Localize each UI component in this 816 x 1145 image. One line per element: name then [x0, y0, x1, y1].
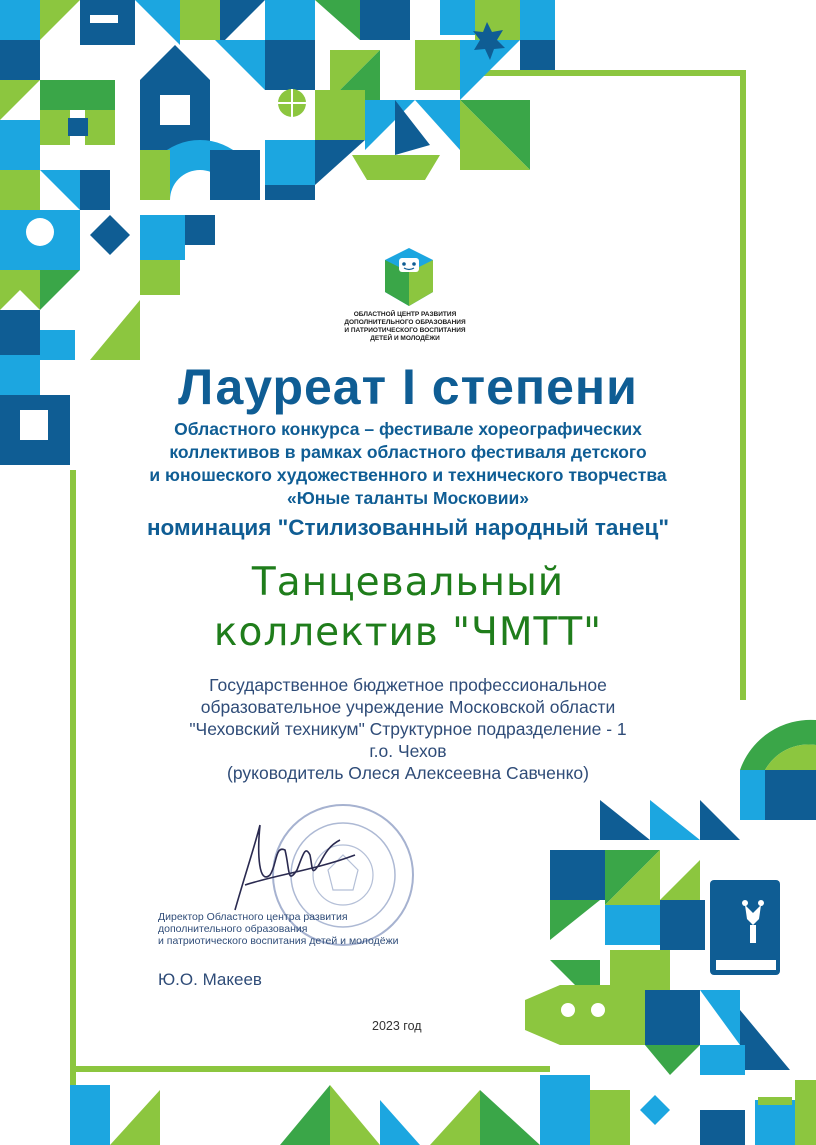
organization-name-line: ДОПОЛНИТЕЛЬНОГО ОБРАЗОВАНИЯ [344, 319, 466, 326]
recipient-name [0, 558, 816, 658]
institution-line: г.о. Чехов [369, 741, 447, 761]
organization-name-line: ДЕТЕЙ И МОЛОДЁЖИ [370, 335, 440, 342]
book-emblem-icon [710, 880, 780, 975]
binoculars-icon [40, 80, 115, 145]
certificate-title: Лауреат I степени [178, 359, 638, 415]
director-title-line: дополнительного образования [158, 923, 308, 935]
certificate-year: 2023 год [372, 1019, 422, 1033]
nomination: номинация "Стилизованный народный танец" [146, 515, 670, 540]
house-icon [140, 45, 210, 150]
basketball-icon [265, 89, 315, 140]
frame-line-top [460, 70, 746, 76]
organization-name-line: И ПАТРИОТИЧЕСКОГО ВОСПИТАНИЯ [344, 327, 466, 334]
recipient-line: коллектив "ЧМТТ" [213, 610, 603, 655]
competition-description [0, 418, 816, 510]
director-title [158, 911, 399, 947]
recipient-line: Танцевальный [251, 560, 565, 605]
director-title-line: Директор Областного центра развития [158, 911, 348, 923]
institution-details [0, 674, 816, 784]
organization-name-line: ОБЛАСТНОЙ ЦЕНТР РАЗВИТИЯ [353, 311, 457, 318]
description-line: «Юные таланты Московии» [287, 488, 529, 508]
signature [215, 815, 365, 915]
institution-line: образовательное учреждение Московской области [200, 697, 616, 717]
institution-line: Государственное бюджетное профессиональное [209, 675, 607, 695]
signer-name: Ю.О. Макеев [158, 970, 262, 989]
institution-line: "Чеховский техникум" Структурное подразделение - 1 [189, 719, 627, 739]
description-line: Областного конкурса – фестивале хореографических [174, 419, 642, 439]
institution-line: (руководитель Олеся Алексеевна Савченко) [227, 763, 589, 783]
description-line: коллективов в рамках областного фестиваля детского [169, 442, 647, 462]
director-title-line: и патриотического воспитания детей и молодёжи [158, 935, 399, 947]
description-line: и юношеского художественного и технического творчества [149, 465, 667, 485]
organization-name [330, 311, 480, 343]
frame-line-bottom [70, 1066, 550, 1072]
logo-icon [385, 248, 433, 306]
